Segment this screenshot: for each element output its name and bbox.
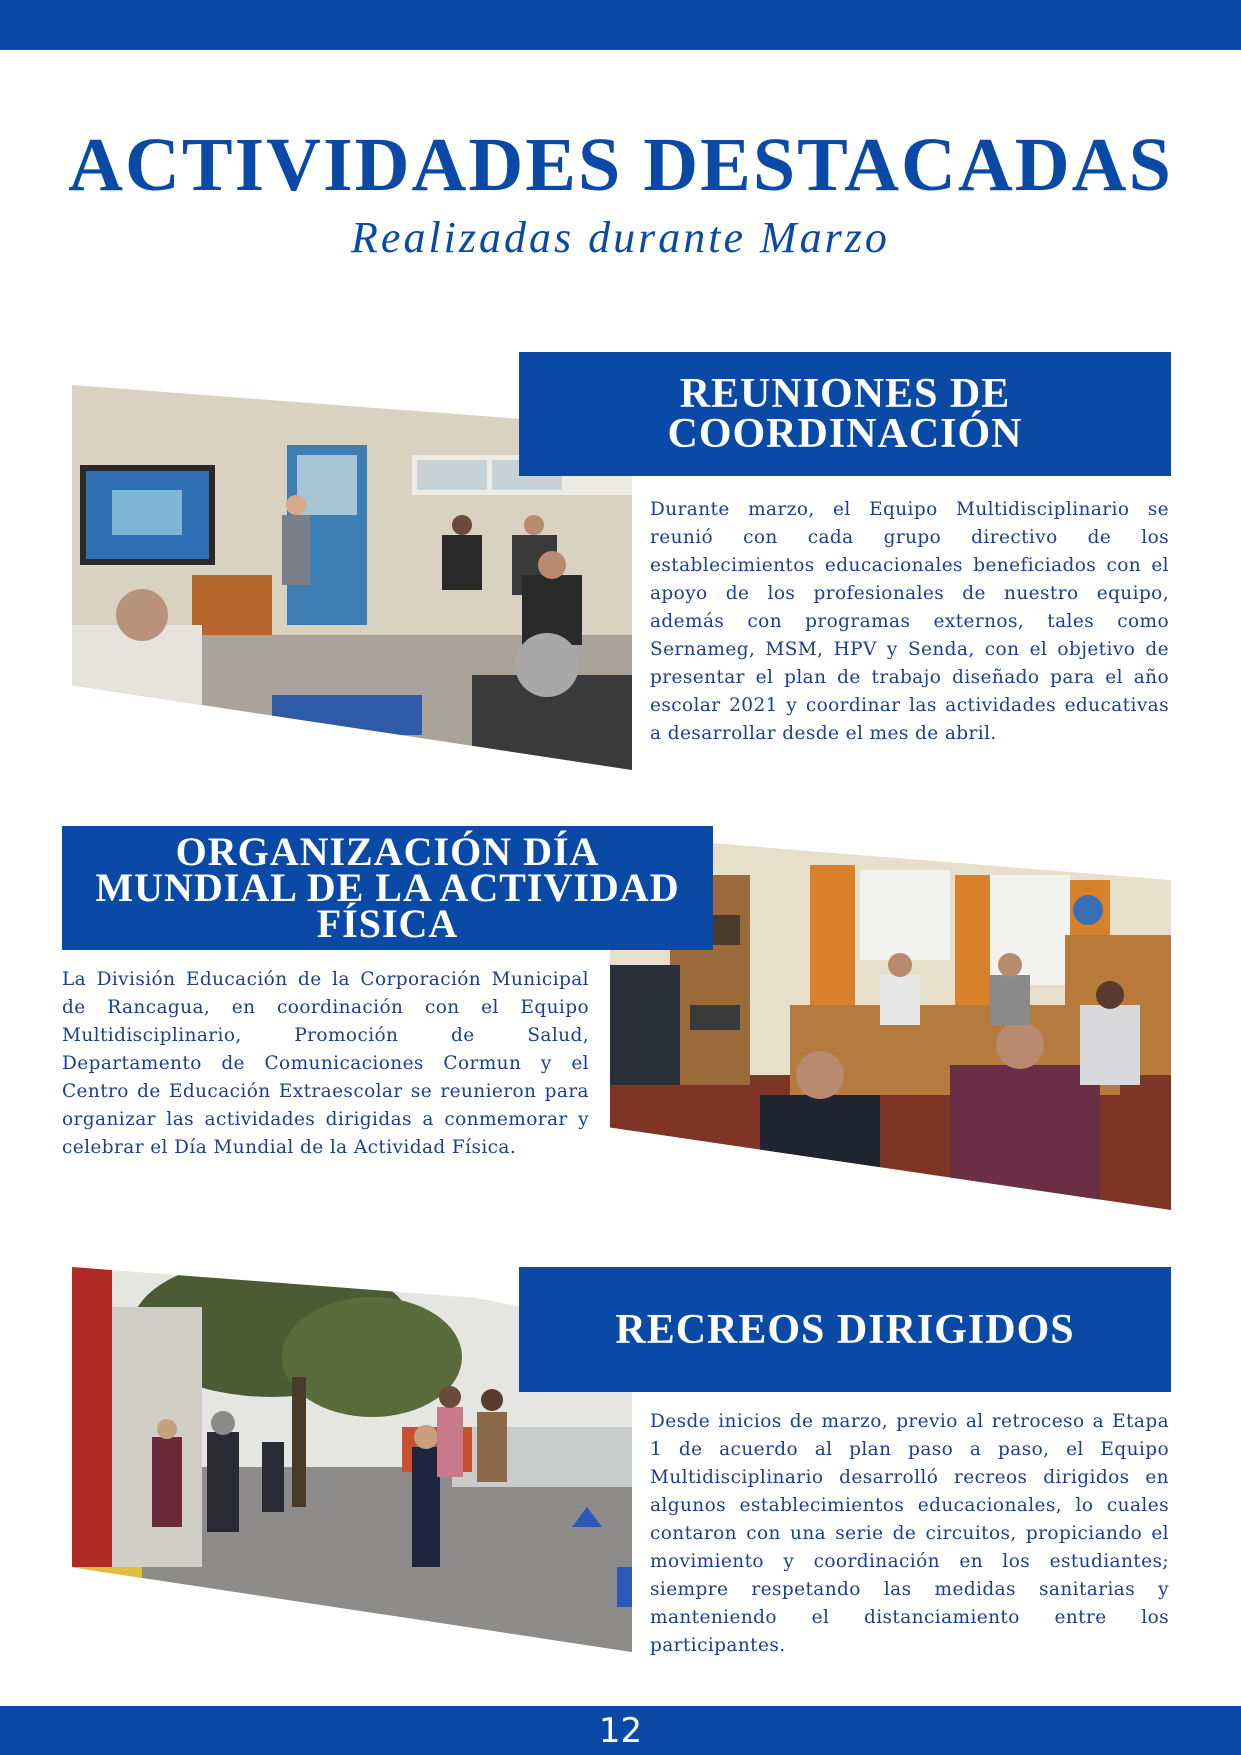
section-body-organizacion: La División Educación de la Corporación Municipal de Rancagua, en coordinación con el Equipo Multidisciplinario, Promoción de Salud, Departamento de Comunicaciones Cormun y el Centro de Educación Extraescolar se reunieron para organizar las actividades dirigidas a conmemorar y celebrar el Día Mundial de la Actividad Física. [62,969,589,1158]
section-body-reuniones: Durante marzo, el Equipo Multidisciplinario se reunió con cada grupo directivo de los establecimientos educacionales beneficiados con el apoyo de los profesionales de nuestro equipo, además con programas externos, tales como Sernameg, MSM, HPV y Senda, con el objetivo de presentar el plan de trabajo diseñado para el año escolar 2021 y coordinar las actividades educativas a desarrollar desde el mes de abril. [650,499,1169,744]
page-title: ACTIVIDADES DESTACADAS [68,123,1173,207]
section-heading-recreos [519,1267,1171,1392]
section-heading-organizacion [62,826,713,950]
page-number: 12 [598,1710,643,1751]
top-banner [0,0,1241,50]
section-heading-text: REUNIONES DE COORDINACIÓN [667,371,1023,457]
section-heading-text: ORGANIZACIÓN DÍA MUNDIAL DE LA ACTIVIDAD FÍSICA [95,829,680,946]
section-body-recreos: Desde inicios de marzo, previo al retroceso a Etapa 1 de acuerdo al plan paso a paso, el Equipo Multidisciplinario desarrolló recreos dirigidos en algunos establecimientos educacionales, lo cuales contaron con una serie de circuitos, propiciando el movimiento y coordinación en los estudiantes; siempre respetando las medidas sanitarias y manteniendo el distanciamiento entre los participantes. [650,1411,1169,1656]
section-heading-reuniones [519,352,1171,476]
page-subtitle: Realizadas durante Marzo [351,213,890,262]
section-heading-text: RECREOS DIRIGIDOS [615,1306,1075,1353]
footer-banner [0,1706,1241,1755]
